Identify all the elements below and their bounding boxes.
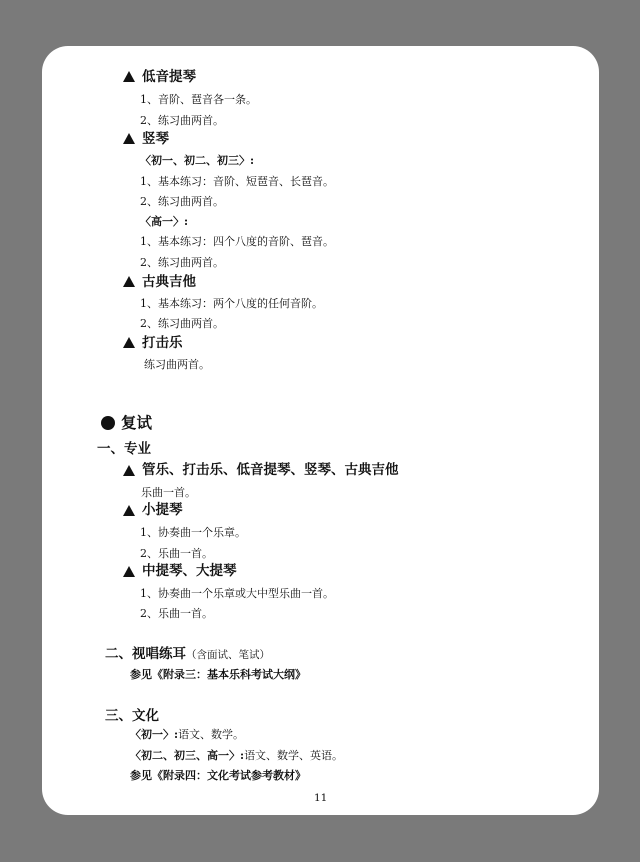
list-item: 2、乐曲一首。	[140, 547, 213, 560]
list-item: 1、基本练习：音阶、短琶音、长琶音。	[140, 175, 334, 188]
retest-heading: 复试	[121, 413, 153, 432]
list-item: 1、基本练习：四个八度的音阶、琶音。	[140, 235, 334, 248]
culture-reference: 参见《附录四：文化考试参考教材》	[130, 769, 306, 782]
list-item: 2、练习曲两首。	[140, 256, 224, 269]
grade-label: 〈初一、初二、初三〉:	[140, 154, 255, 167]
list-item: 2、练习曲两首。	[140, 195, 224, 208]
list-item: 1、音阶、琶音各一条。	[140, 93, 257, 106]
list-item: 乐曲一首。	[141, 486, 196, 499]
circle-bullet-icon	[101, 416, 115, 430]
solfege-reference: 参见《附录三：基本乐科考试大纲》	[130, 668, 306, 681]
culture-line-2	[130, 750, 343, 761]
triangle-bullet-icon	[123, 505, 135, 516]
triangle-bullet-icon	[123, 71, 135, 82]
list-item: 1、协奏曲一个乐章或大中型乐曲一首。	[140, 587, 334, 600]
section-title-percussion: 打击乐	[142, 335, 183, 351]
subject-list: 语文、数学、英语。	[244, 749, 344, 762]
list-item: 1、协奏曲一个乐章。	[140, 526, 246, 539]
grade-label: 〈初一〉:	[130, 728, 179, 741]
solfege-note: （含面试、笔试）	[186, 649, 270, 661]
triangle-bullet-icon	[123, 337, 135, 348]
solfege-title: 二、视唱练耳	[105, 646, 186, 662]
page-number: 11	[314, 792, 328, 804]
subject-list: 语文、数学。	[178, 728, 245, 741]
triangle-bullet-icon	[123, 566, 135, 577]
list-item: 1、基本练习：两个八度的任何音阶。	[140, 297, 323, 310]
triangle-bullet-icon	[123, 133, 135, 144]
list-item: 2、练习曲两首。	[140, 114, 224, 127]
grade-label: 〈初二、初三、高一〉:	[130, 749, 245, 762]
list-item: 2、乐曲一首。	[140, 607, 213, 620]
section-title-winds: 管乐、打击乐、低音提琴、竖琴、古典吉他	[142, 462, 399, 478]
triangle-bullet-icon	[123, 465, 135, 476]
section-title-double-bass: 低音提琴	[142, 69, 196, 85]
list-item: 2、练习曲两首。	[140, 317, 224, 330]
section-title-classical-guitar: 古典吉他	[142, 274, 196, 290]
section-title-viola-cello: 中提琴、大提琴	[142, 563, 237, 579]
professional-heading: 一、专业	[97, 441, 151, 457]
culture-line-1	[130, 729, 244, 740]
list-item: 练习曲两首。	[144, 358, 210, 371]
triangle-bullet-icon	[123, 276, 135, 287]
grade-label: 〈高一〉:	[140, 215, 189, 228]
section-title-violin: 小提琴	[142, 502, 183, 518]
solfege-heading	[105, 648, 270, 662]
section-title-harp: 竖琴	[142, 131, 169, 147]
culture-heading: 三、文化	[105, 708, 159, 724]
